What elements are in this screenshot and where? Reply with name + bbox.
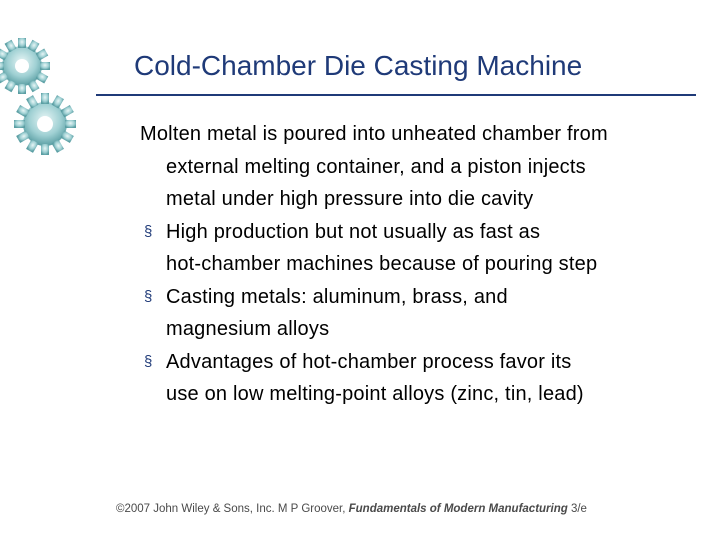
bullet-item xyxy=(140,346,700,411)
lead-line-2: external melting container, and a piston injects xyxy=(166,155,586,178)
slide-title: Cold‑Chamber Die Casting Machine xyxy=(134,50,583,81)
bullet-line-1: Advantages of hot‑chamber process favor its xyxy=(166,350,572,373)
bullet-marker-icon: § xyxy=(144,287,153,305)
bullet-line-1: Casting metals: aluminum, brass, and xyxy=(166,285,508,308)
bullet-marker-icon: § xyxy=(144,352,153,370)
gears-icon xyxy=(0,28,90,158)
slide-body xyxy=(140,118,700,411)
bullet-line-1: High production but not usually as fast as xyxy=(166,220,541,243)
footer-edition: 3/e xyxy=(570,503,587,515)
footer-book-title: Fundamentals of Modern Manufacturing xyxy=(348,503,568,515)
lead-paragraph xyxy=(140,118,700,216)
lead-line-1: Molten metal is poured into unheated chamber from xyxy=(140,123,608,145)
upper-gear-icon xyxy=(0,28,60,104)
bullet-marker-icon: § xyxy=(144,222,153,240)
lead-line-3: metal under high pressure into die cavity xyxy=(166,188,534,210)
title-divider xyxy=(96,94,696,96)
bullet-item xyxy=(140,216,700,281)
bullet-line-2: hot‑chamber machines because of pouring step xyxy=(166,253,598,275)
bullet-item xyxy=(140,281,700,346)
bullet-line-2: use on low melting‑point alloys (zinc, tin, lead) xyxy=(166,383,584,405)
footer-credit xyxy=(116,503,587,515)
bullet-line-2: magnesium alloys xyxy=(166,318,330,340)
footer-copyright: ©2007 John Wiley & Sons, Inc. M P Groover, xyxy=(116,503,346,515)
lower-gear-icon xyxy=(3,82,88,158)
